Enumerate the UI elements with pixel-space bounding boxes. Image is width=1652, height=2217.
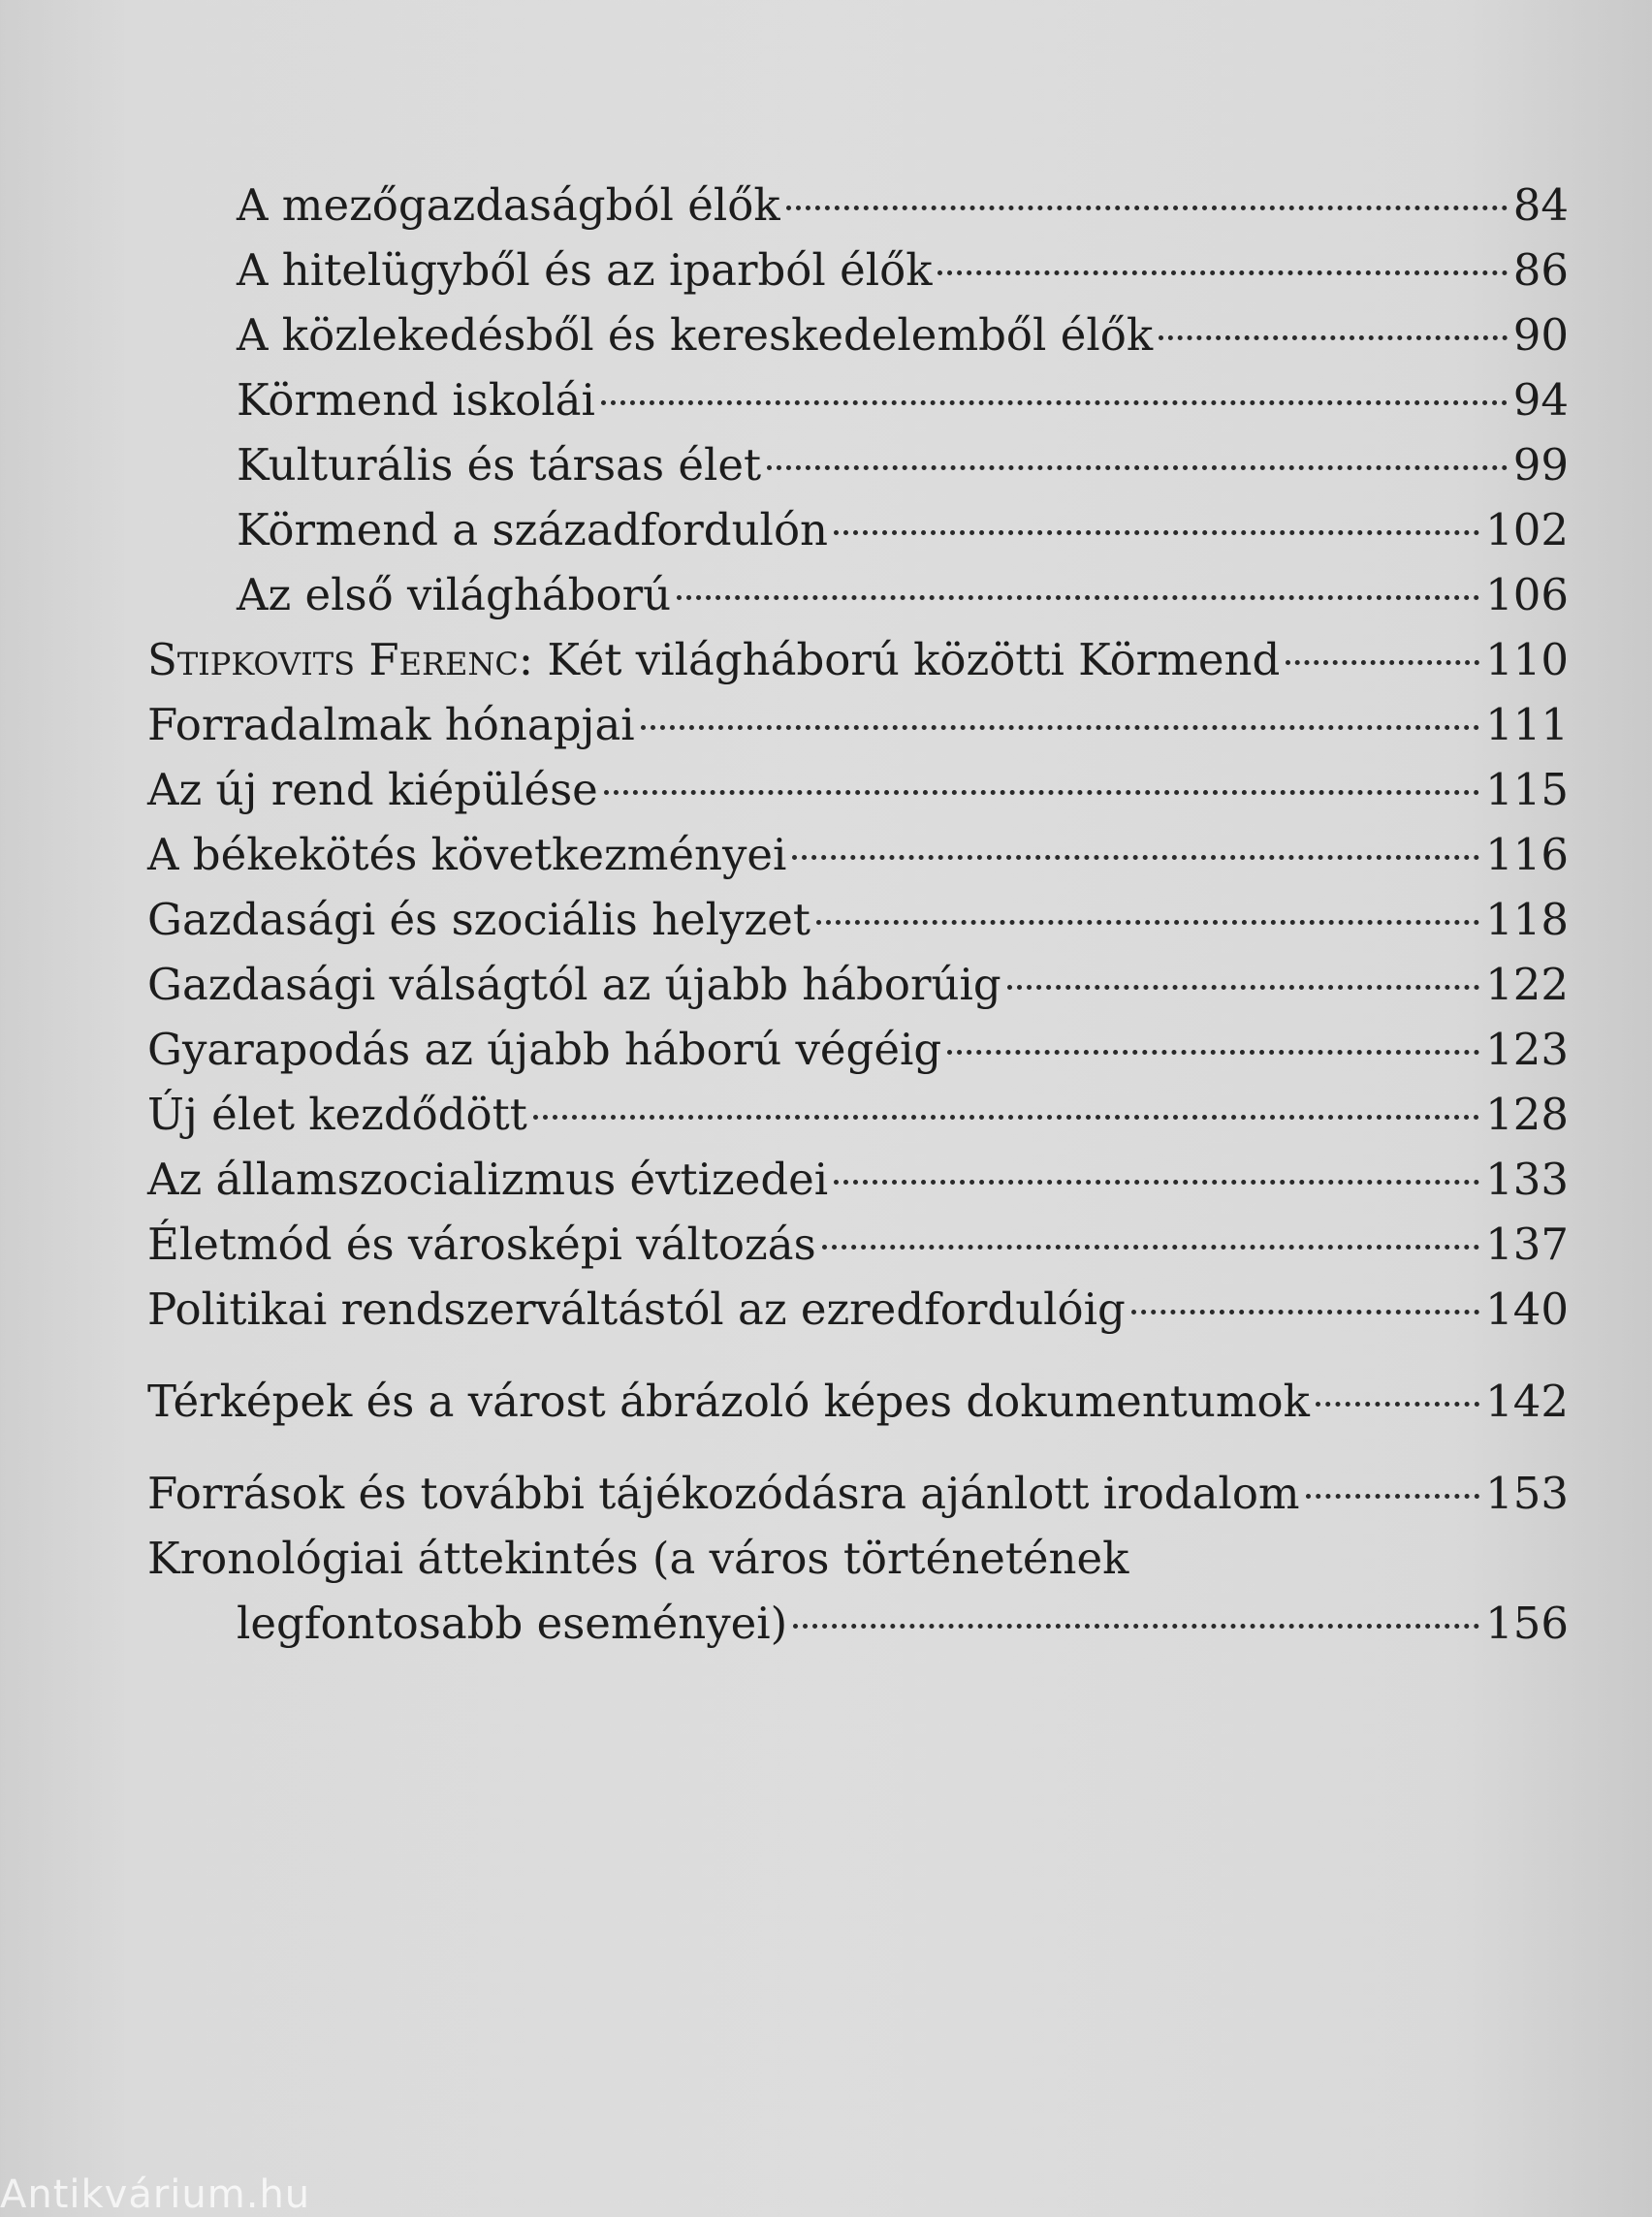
toc-page-number: 156 xyxy=(1485,1598,1569,1649)
toc-entry-title: Térképek és a várost ábrázoló képes dokumentumok xyxy=(147,1376,1310,1427)
toc-page-number: 137 xyxy=(1485,1219,1569,1270)
toc-entry xyxy=(147,432,1569,497)
toc-entry xyxy=(147,238,1569,302)
toc-entry xyxy=(147,302,1569,367)
toc-entry xyxy=(147,1212,1569,1277)
toc-entry-title: Az első világháború xyxy=(237,569,672,620)
toc-entry-title: Forradalmak hónapjai xyxy=(147,699,635,750)
toc-section-entry xyxy=(147,1369,1569,1434)
toc-page-number: 153 xyxy=(1485,1468,1569,1519)
toc-leader-dots xyxy=(1286,660,1479,665)
toc-entry-title: Gazdasági és szociális helyzet xyxy=(147,894,810,945)
toc-entry-title-continued: legfontosabb eseményei) xyxy=(237,1598,788,1649)
toc-page-number: 111 xyxy=(1485,699,1569,750)
toc-entry-title: A békekötés következményei xyxy=(147,829,787,880)
toc-entry-title: Új élet kezdődött xyxy=(147,1089,527,1140)
toc-entry xyxy=(147,1147,1569,1212)
toc-leader-dots xyxy=(1306,1494,1480,1499)
toc-entry-title: Az államszocializmus évtizedei xyxy=(147,1154,829,1205)
toc-leader-dots xyxy=(834,530,1479,535)
toc-leader-dots xyxy=(1131,1310,1479,1314)
toc-entry-title: Politikai rendszerváltástól az ezredfordulóig xyxy=(147,1283,1126,1335)
toc-leader-dots xyxy=(937,270,1507,275)
toc-section-entry-line2 xyxy=(147,1591,1569,1656)
toc-page-number: 90 xyxy=(1512,309,1569,361)
toc-page-number: 106 xyxy=(1485,569,1569,620)
toc-page-number: 110 xyxy=(1485,634,1569,685)
toc-entry-title: A közlekedésből és kereskedelemből élők xyxy=(237,309,1154,361)
toc-leader-dots xyxy=(677,595,1479,600)
toc-entry xyxy=(147,562,1569,627)
toc-entry-title: Kronológiai áttekintés (a város történetének xyxy=(147,1533,1129,1584)
toc-page-number: 102 xyxy=(1485,504,1569,555)
toc-entry-title: A mezőgazdaságból élők xyxy=(237,179,780,231)
toc-entry xyxy=(147,1277,1569,1342)
toc-leader-dots xyxy=(1007,985,1479,990)
toc-leader-dots xyxy=(793,1624,1479,1629)
toc-leader-dots xyxy=(786,206,1508,210)
toc-page-number: 123 xyxy=(1485,1024,1569,1075)
toc-page-number: 116 xyxy=(1485,829,1569,880)
toc-page-number: 142 xyxy=(1485,1376,1569,1427)
toc-chapter-heading xyxy=(147,627,1280,692)
toc-page-number: 86 xyxy=(1512,244,1569,296)
toc-section-entry-line1 xyxy=(147,1526,1569,1591)
toc-entry-title: Gyarapodás az újabb háború végéig xyxy=(147,1024,942,1075)
toc-entry-title: A hitelügyből és az iparból élők xyxy=(237,244,933,296)
site-watermark: Antikvárium.hu xyxy=(0,2172,311,2217)
toc-page-number: 122 xyxy=(1485,959,1569,1010)
toc-leader-dots xyxy=(601,400,1508,405)
toc-page-number: 118 xyxy=(1485,894,1569,945)
toc-page-number: 84 xyxy=(1512,179,1569,231)
toc-page-number: 128 xyxy=(1485,1089,1569,1140)
toc-leader-dots xyxy=(947,1050,1479,1055)
toc-leader-dots xyxy=(792,855,1479,860)
toc-page-number: 115 xyxy=(1485,764,1569,815)
toc-entry-title: Körmend a századfordulón xyxy=(237,504,829,555)
toc-entry xyxy=(147,822,1569,887)
toc-page-number: 133 xyxy=(1485,1154,1569,1205)
toc-entry xyxy=(147,757,1569,822)
toc-entry xyxy=(147,497,1569,562)
toc-page-number: 99 xyxy=(1512,439,1569,491)
toc-leader-dots xyxy=(1159,335,1508,340)
toc-entry-title: Források és további tájékozódásra ajánlott irodalom xyxy=(147,1468,1300,1519)
toc-entry xyxy=(147,1017,1569,1082)
toc-entry-title: Gazdasági válságtól az újabb háborúig xyxy=(147,959,1001,1010)
toc-entry-title: Az új rend kiépülése xyxy=(147,764,598,815)
toc-entry xyxy=(147,952,1569,1017)
toc-leader-dots xyxy=(604,790,1479,795)
toc-entry xyxy=(147,173,1569,238)
toc-entry xyxy=(147,367,1569,432)
toc-entry-title: Körmend iskolái xyxy=(237,374,595,426)
toc-entry xyxy=(147,692,1569,757)
toc-section-entry xyxy=(147,1461,1569,1526)
toc-entry-title: Kulturális és társas élet xyxy=(237,439,762,491)
toc-leader-dots xyxy=(533,1115,1479,1120)
toc-page-number: 140 xyxy=(1485,1283,1569,1335)
toc-entry xyxy=(147,1082,1569,1147)
toc-leader-dots xyxy=(641,725,1479,730)
toc-leader-dots xyxy=(767,465,1508,470)
toc-leader-dots xyxy=(1316,1402,1479,1407)
toc-entry-title: Életmód és városképi változás xyxy=(147,1219,816,1270)
table-of-contents xyxy=(147,173,1569,1656)
toc-leader-dots xyxy=(816,920,1479,925)
toc-chapter-entry xyxy=(147,627,1569,692)
toc-entry xyxy=(147,887,1569,952)
toc-leader-dots xyxy=(822,1245,1479,1250)
chapter-title: : Két világháború közötti Körmend xyxy=(518,634,1281,685)
toc-page-number: 94 xyxy=(1512,374,1569,426)
toc-leader-dots xyxy=(834,1180,1479,1185)
chapter-author: Stipkovits Ferenc xyxy=(147,634,519,685)
